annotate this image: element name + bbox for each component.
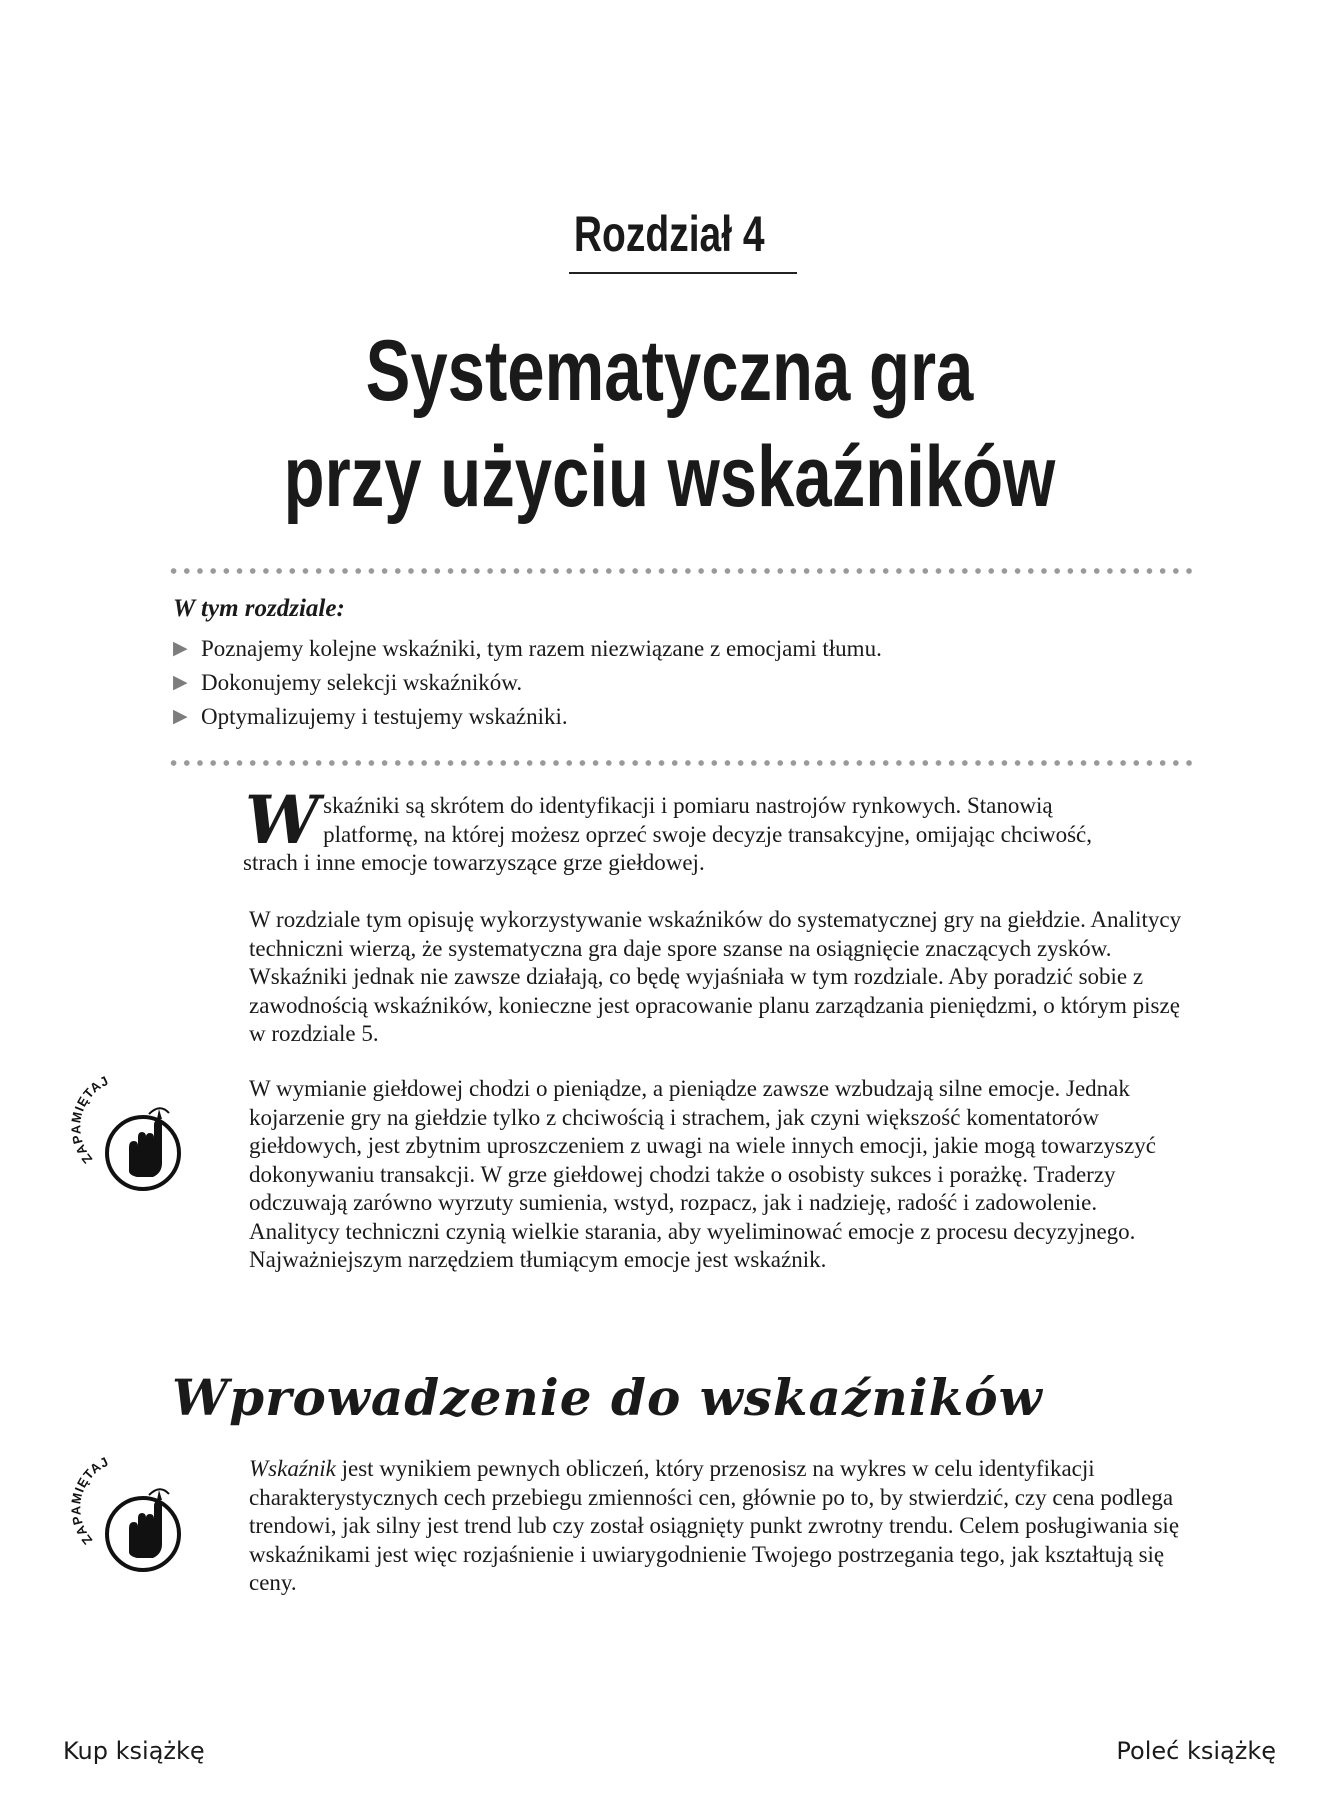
triangle-bullet-icon: ▶ — [173, 706, 188, 727]
section-paragraph-1 — [249, 1455, 1189, 1598]
term-wskaznik: Wskaźnik — [249, 1456, 336, 1481]
svg-text:ZAPAMIĘTAJ — [68, 1454, 111, 1548]
recommend-book-link[interactable]: Poleć książkę — [1116, 1737, 1276, 1765]
body-paragraph-3: W wymianie giełdowej chodzi o pieniądze, a pieniądze zawsze wzbudzają silne emocje. Jednak kojarzenie gry na giełdzie tylko z chciwością i strachem, jak czyni większość komentatorów giełdowych, jest zbytnim uproszczeniem z uwagi na wiele innych emocji, jakie mogą towarzyszyć dokonywaniu transakcji. W grze giełdowej chodzi także o osobisty sukces i porażkę. Traderzy odczuwają zarówno wyrzuty sumienia, wstyd, rozpacz, jak i nadzieję, radość i zadowolenie. Analitycy techniczni czynią wielkie starania, aby wyeliminować emocje z procesu decyzyjnego. Najważniejszym narzędziem tłumiącym emocje jest wskaźnik. — [249, 1076, 1156, 1272]
triangle-bullet-icon: ▶ — [173, 638, 188, 659]
in-chapter-heading: W tym rozdziale: — [173, 595, 345, 622]
remember-hand-icon — [63, 1067, 203, 1197]
remember-icon-2 — [63, 1448, 203, 1578]
in-chapter-item — [173, 700, 882, 734]
remember-icon-1 — [63, 1067, 203, 1197]
intro-line-2: platformę, na której możesz oprzeć swoje decyzje transakcyjne, omijając chciwość, — [323, 821, 1093, 847]
remember-label: ZAPAMIĘTAJ — [68, 1453, 112, 1548]
intro-paragraph — [243, 781, 1189, 878]
in-chapter-item-text: Optymalizujemy i testujemy wskaźniki. — [201, 704, 568, 729]
chapter-title-line-1: Systematyczna gra — [365, 323, 974, 419]
section-paragraph-text: jest wynikiem pewnych obliczeń, który przenosisz na wykres w celu identyfikacji charakterystycznych cech przebiegu zmienności cen, głównie po to, by stwierdzić, czy cena podlega trendowi, jak silny jest trend lub czy został osiągnięty punkt zwrotny trendu. Celem posługiwania się wskaźnikami jest więc rozjaśnienie i uwiarygodnienie Twojego postrzegania tego, jak kształtują się ceny. — [249, 1456, 1180, 1595]
in-chapter-item — [173, 666, 882, 700]
in-chapter-item — [173, 632, 882, 666]
chapter-label — [0, 205, 1339, 263]
chapter-title-line-2: przy użyciu wskaźników — [283, 429, 1056, 525]
dotted-divider-bottom — [167, 760, 1195, 766]
intro-line-1: skaźniki są skrótem do identyfikacji i pomiaru nastrojów rynkowych. Stanowią — [323, 793, 1053, 818]
in-chapter-item-text: Poznajemy kolejne wskaźniki, tym razem niezwiązane z emocjami tłumu. — [201, 636, 882, 661]
chapter-label-underline — [569, 272, 797, 274]
chapter-title — [0, 318, 1339, 530]
intro-line-3: strach i inne emocje towarzyszące grze giełdowej. — [243, 850, 705, 875]
svg-text:ZAPAMIĘTAJ — [68, 1073, 111, 1167]
in-chapter-list — [173, 632, 882, 734]
remember-label: ZAPAMIĘTAJ — [68, 1072, 112, 1167]
triangle-bullet-icon: ▶ — [173, 672, 188, 693]
buy-book-link[interactable]: Kup książkę — [63, 1737, 205, 1765]
body-paragraph-2: W rozdziale tym opisuję wykorzystywanie wskaźników do systematycznej gry na giełdzie. Analitycy techniczni wierzą, że systematyczna gra daje spore szanse na osiągnięcie znaczących zysków. Wskaźniki jednak nie zawsze działają, co będę wyjaśniała w tym rozdziale. Aby poradzić sobie z zawodnością wskaźników, konieczne jest opracowanie planu zarządzania pieniędzmi, o którym piszę w rozdziale 5. — [249, 907, 1182, 1046]
drop-cap: W — [245, 781, 320, 859]
dotted-divider-top — [167, 568, 1195, 574]
remember-hand-icon — [63, 1448, 203, 1578]
section-heading: Wprowadzenie do wskaźników — [172, 1368, 1043, 1427]
chapter-label-text: Rozdział 4 — [574, 206, 765, 262]
in-chapter-item-text: Dokonujemy selekcji wskaźników. — [201, 670, 523, 695]
